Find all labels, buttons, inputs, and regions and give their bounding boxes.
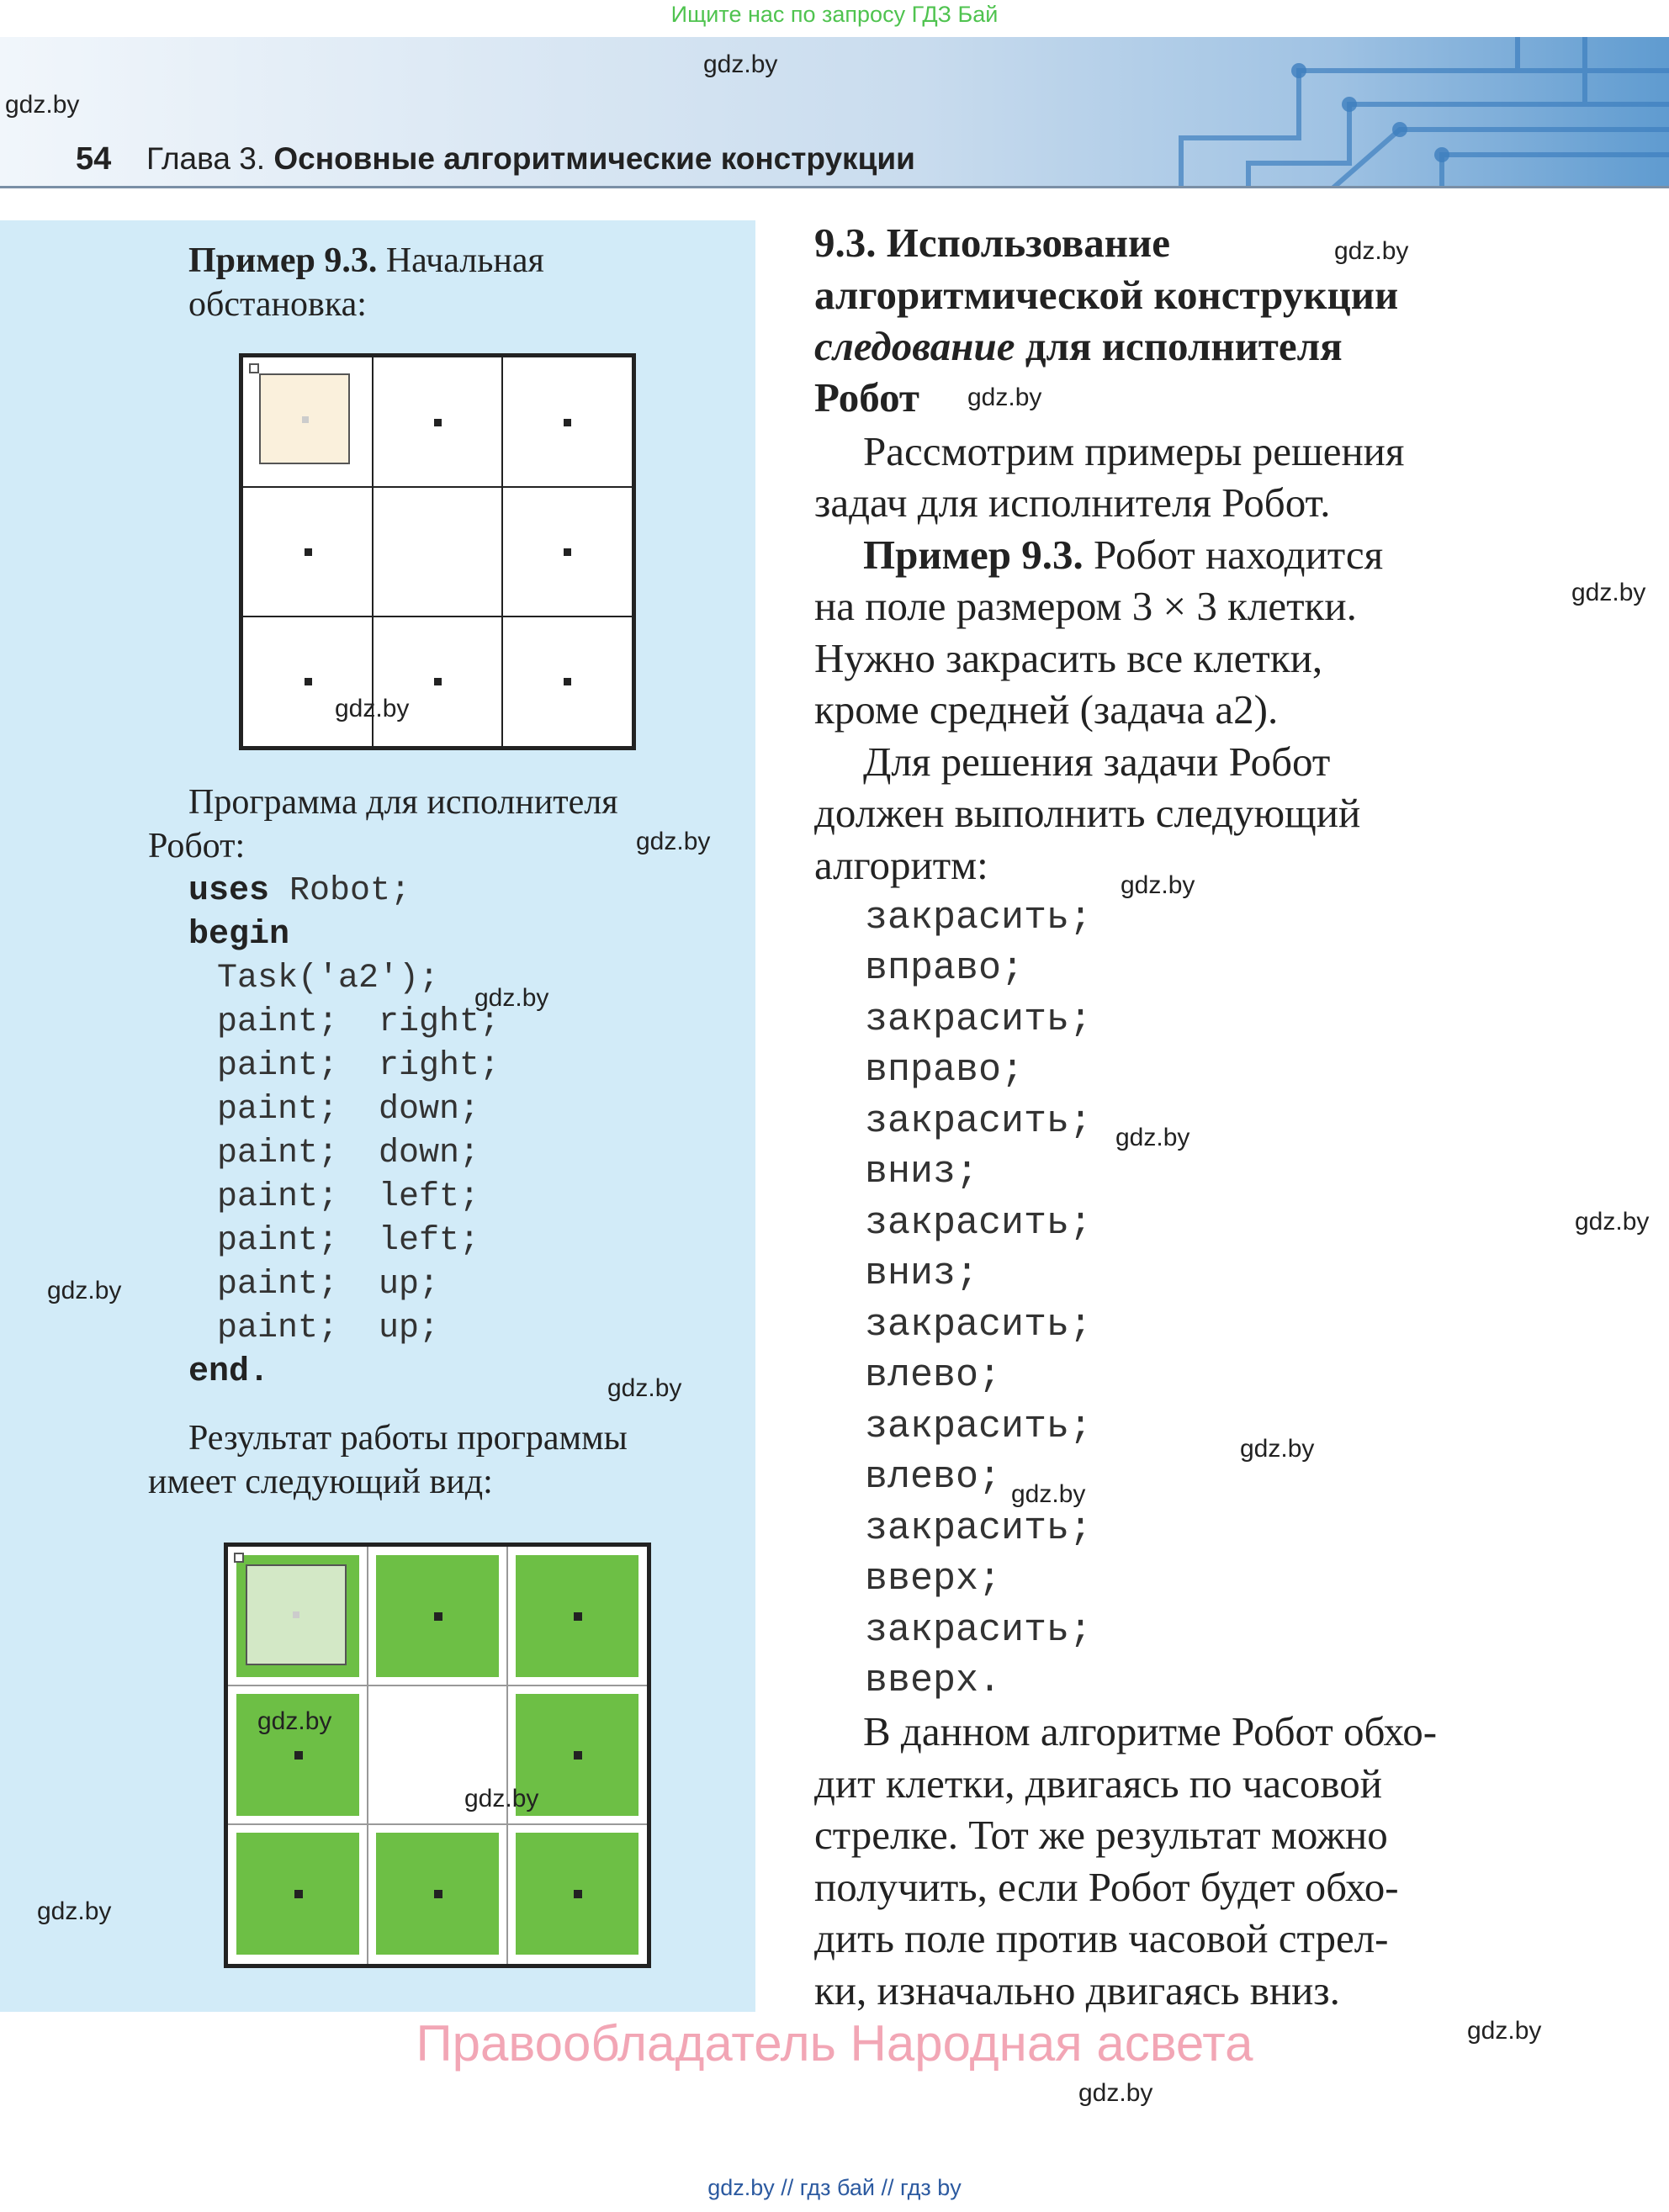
code-line: paint; up; xyxy=(217,1310,440,1347)
program-intro-line2: Робот: xyxy=(148,827,246,865)
result-text-line1: Результат работы программы xyxy=(188,1419,628,1458)
watermark: gdz.by xyxy=(1334,237,1409,265)
code-line: paint; left; xyxy=(217,1222,480,1260)
code-line: paint; down; xyxy=(217,1135,480,1172)
algorithm-step: вправо; xyxy=(865,1049,1025,1092)
cell-marker xyxy=(294,1751,303,1760)
watermark: gdz.by xyxy=(1240,1435,1315,1463)
watermark: gdz.by xyxy=(37,1897,112,1925)
example-text: Робот находится xyxy=(1093,532,1384,578)
example-line3: Нужно закрасить все клетки, xyxy=(814,635,1323,681)
top-search-note: Ищите нас по запросу ГДЗ Бай xyxy=(670,2,999,27)
watermark: gdz.by xyxy=(1571,579,1646,606)
circuit-decoration-icon xyxy=(1080,37,1669,188)
example-label: Пример 9.3. xyxy=(863,532,1084,578)
watermark: gdz.by xyxy=(474,984,549,1012)
watermark: gdz.by xyxy=(636,828,711,855)
cell-marker xyxy=(434,678,442,685)
cell-marker xyxy=(434,1890,442,1898)
algorithm-step: закрасить; xyxy=(865,1100,1093,1143)
algorithm-step: закрасить; xyxy=(865,1609,1093,1652)
section-title-line2: алгоритмической конструкции xyxy=(814,272,1399,318)
cell-marker xyxy=(574,1890,582,1898)
algorithm-step: закрасить; xyxy=(865,1507,1093,1550)
cell-marker xyxy=(434,419,442,426)
algorithm-step: закрасить; xyxy=(865,1202,1093,1245)
algorithm-step: влево; xyxy=(865,1354,1002,1397)
conclusion-line5: дить поле против часовой стрел- xyxy=(814,1915,1389,1961)
code-line: paint; up; xyxy=(217,1266,440,1304)
cell-marker xyxy=(564,419,571,426)
code-end-line xyxy=(188,1351,269,1394)
robot-corner-marker xyxy=(250,364,258,373)
program-intro-line1: Программа для исполнителя xyxy=(188,783,618,822)
cell-marker xyxy=(294,1890,303,1898)
sidebar-example-line1 xyxy=(188,239,727,326)
algorithm-step: вниз; xyxy=(865,1252,979,1295)
intro-line1: Рассмотрим примеры решения xyxy=(863,428,1405,474)
example-line1 xyxy=(863,529,1383,581)
code-uses-line xyxy=(188,870,411,913)
watermark: gdz.by xyxy=(335,695,410,722)
intro-line2: задач для исполнителя Робот. xyxy=(814,479,1331,526)
watermark: gdz.by xyxy=(5,91,80,119)
chapter-prefix: Глава 3. xyxy=(146,141,266,176)
example-line2: на поле размером 3 × 3 клетки. xyxy=(814,583,1357,629)
algorithm-step: закрасить; xyxy=(865,1304,1093,1347)
code-line: paint; right; xyxy=(217,1047,501,1085)
algorithm-step: закрасить; xyxy=(865,897,1093,939)
algorithm-intro-line2: должен выполнить следующий xyxy=(814,790,1361,836)
conclusion-line1: В данном алгоритме Робот обхо- xyxy=(863,1708,1438,1754)
result-field-grid xyxy=(224,1543,651,1968)
algorithm-intro-line3: алгоритм: xyxy=(814,842,988,888)
cell-marker xyxy=(434,1612,442,1621)
page-number: 54 xyxy=(76,141,112,177)
cell-marker xyxy=(564,678,571,685)
watermark: gdz.by xyxy=(47,1277,122,1304)
cell-marker xyxy=(293,1611,299,1618)
section-title-line3 xyxy=(814,320,1343,373)
copyright-notice: Правообладатель Народная асвета xyxy=(416,2015,1253,2072)
watermark: gdz.by xyxy=(1078,2079,1153,2107)
cell-marker xyxy=(305,548,312,556)
sidebar-example-text: Начальная обстановка: xyxy=(188,241,544,324)
keyword-begin: begin xyxy=(188,916,290,954)
watermark: gdz.by xyxy=(1467,2017,1542,2045)
section-number: 9.3. xyxy=(814,220,877,266)
section-title-line4: Робот xyxy=(814,374,919,421)
conclusion-line6: ки, изначально двигаясь вниз. xyxy=(814,1967,1340,2014)
watermark: gdz.by xyxy=(607,1374,682,1402)
initial-field-grid xyxy=(239,353,636,750)
robot-corner-marker xyxy=(235,1553,243,1562)
algorithm-step: влево; xyxy=(865,1456,1002,1499)
conclusion-line4: получить, если Робот будет обхо- xyxy=(814,1864,1399,1910)
algorithm-step: закрасить; xyxy=(865,998,1093,1041)
code-begin-line xyxy=(188,913,289,957)
watermark: gdz.by xyxy=(1575,1208,1650,1236)
section-title-part3: для исполнителя xyxy=(1015,323,1343,369)
keyword-uses: uses xyxy=(188,872,270,910)
algorithm-step: вверх. xyxy=(865,1659,1002,1702)
section-title-line1 xyxy=(814,217,1170,269)
algorithm-intro-line1: Для решения задачи Робот xyxy=(863,738,1331,785)
watermark: gdz.by xyxy=(1115,1124,1190,1151)
watermark: gdz.by xyxy=(1121,871,1195,899)
watermark: gdz.by xyxy=(464,1785,539,1812)
algorithm-step: вправо; xyxy=(865,947,1025,990)
chapter-heading xyxy=(146,141,915,177)
section-title-part1: Использование xyxy=(886,220,1170,266)
algorithm-step: вверх; xyxy=(865,1558,1002,1601)
code-line: paint; right; xyxy=(217,1003,501,1041)
code-uses-rest: Robot; xyxy=(269,872,411,910)
sidebar-example-label: Пример 9.3. xyxy=(188,241,378,280)
chapter-title: Основные алгоритмические конструкции xyxy=(273,141,915,176)
section-title-italic: следование xyxy=(814,323,1015,369)
footer-links[interactable]: gdz.by // гдз бай // гдз by xyxy=(707,2175,962,2200)
keyword-end: end. xyxy=(188,1353,270,1391)
code-line: paint; down; xyxy=(217,1091,480,1129)
cell-marker xyxy=(574,1751,582,1760)
result-text-line2: имеет следующий вид: xyxy=(148,1463,493,1501)
watermark: gdz.by xyxy=(703,50,778,78)
cell-marker xyxy=(564,548,571,556)
conclusion-line2: дит клетки, двигаясь по часовой xyxy=(814,1760,1382,1807)
watermark: gdz.by xyxy=(967,384,1042,411)
conclusion-line3: стрелке. Тот же результат можно xyxy=(814,1812,1388,1858)
algorithm-step: вниз; xyxy=(865,1151,979,1193)
watermark: gdz.by xyxy=(257,1707,332,1735)
algorithm-step: закрасить; xyxy=(865,1405,1093,1448)
cell-marker xyxy=(302,416,309,423)
example-line4: кроме средней (задача a2). xyxy=(814,686,1279,733)
watermark: gdz.by xyxy=(1011,1480,1086,1508)
code-line: paint; left; xyxy=(217,1178,480,1216)
code-line: Task('a2'); xyxy=(217,960,440,998)
cell-marker xyxy=(305,678,312,685)
cell-marker xyxy=(574,1612,582,1621)
